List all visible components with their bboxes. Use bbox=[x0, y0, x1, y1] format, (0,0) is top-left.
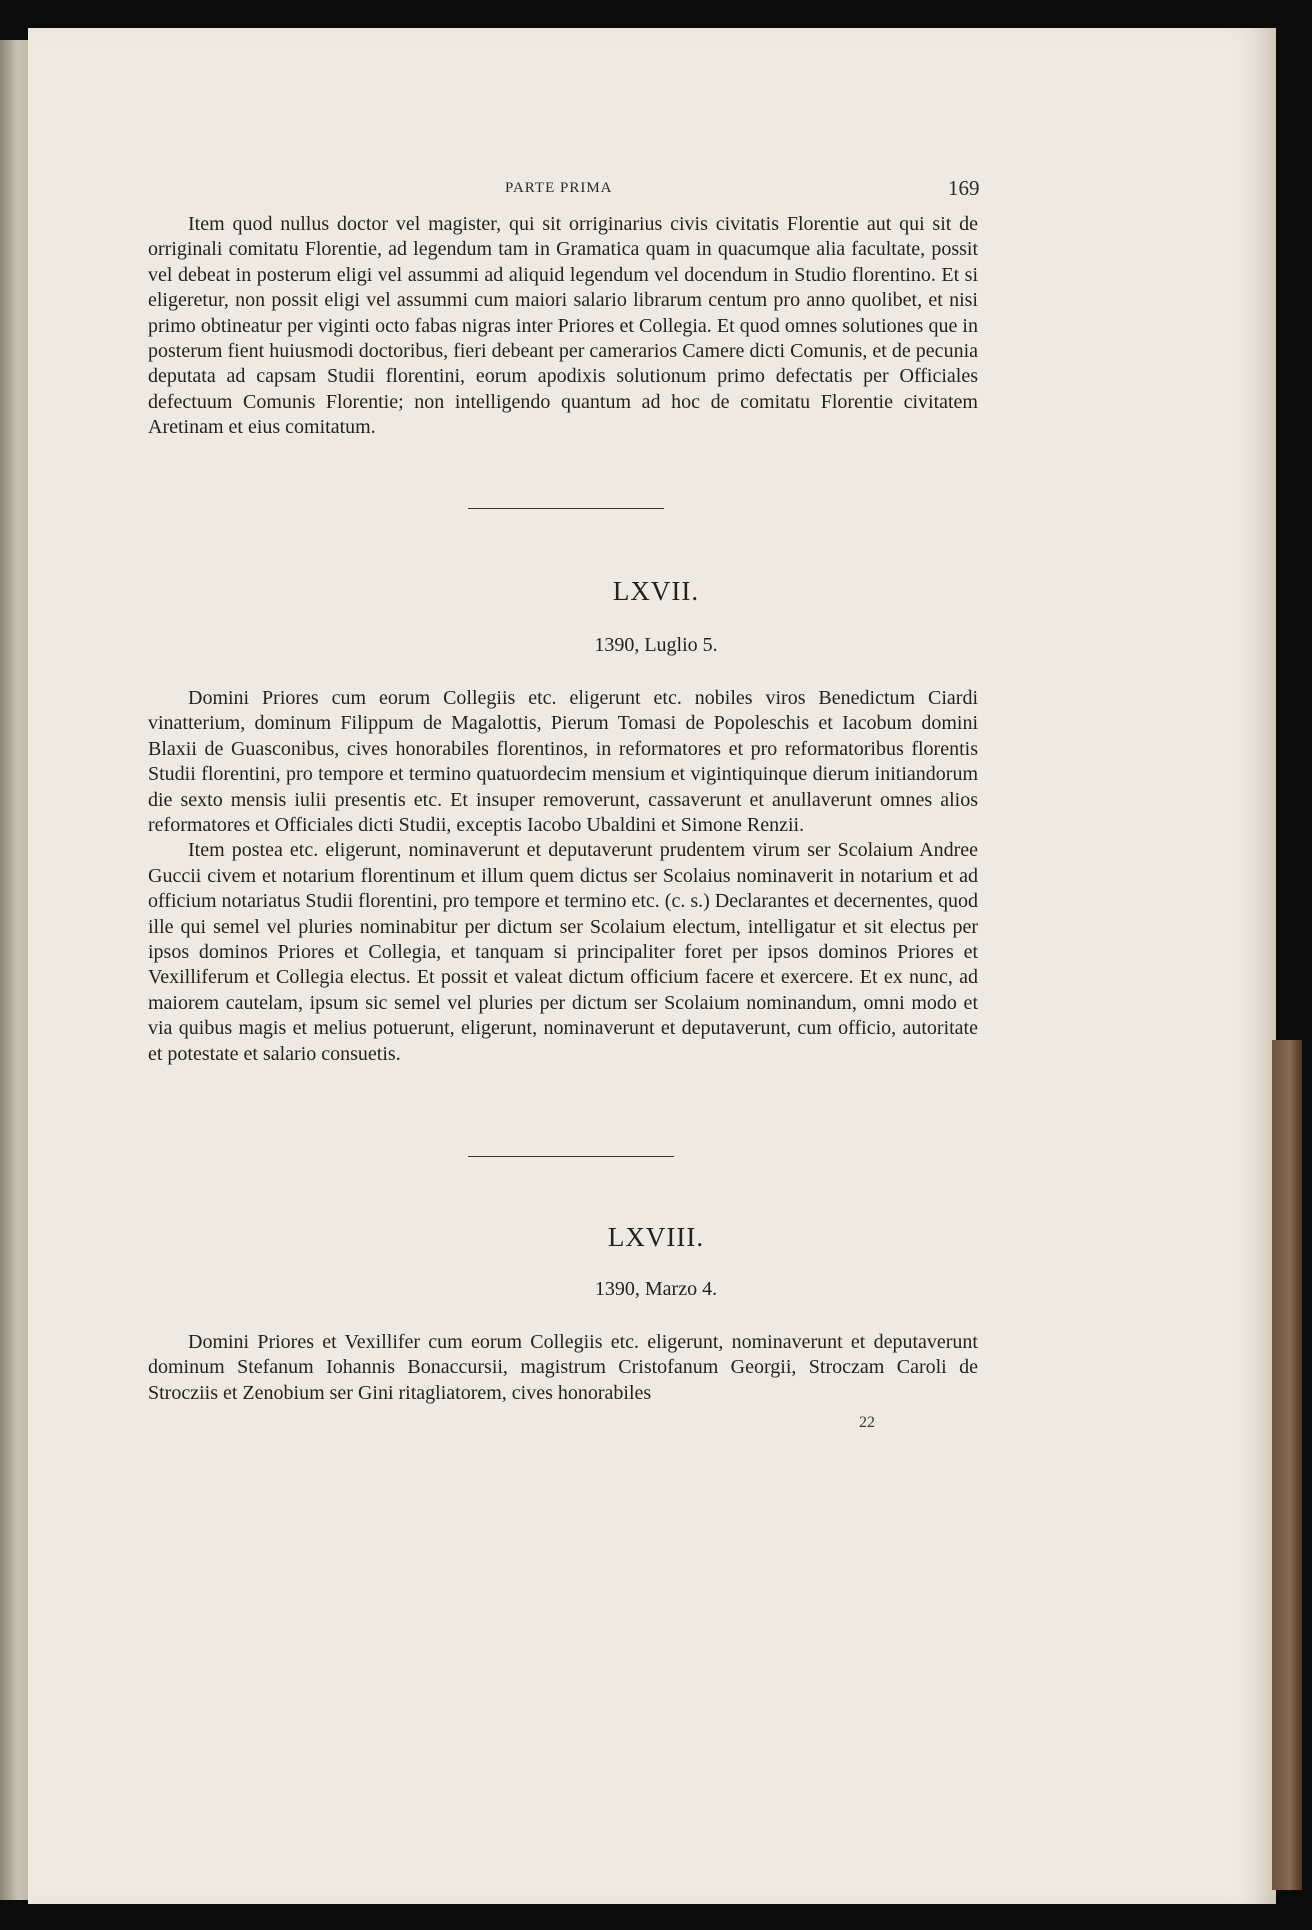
section-divider bbox=[468, 508, 664, 509]
paragraph: Domini Priores cum eorum Collegiis etc. eligerunt etc. nobiles viros Benedictum Ciardi vinatterium, dominum Filippum de Magalottis, Pierum Tomasi de Popoleschis et Iacobum domini Blaxii de Guasconibus, cives honorabiles florentinos, in reformatores et pro reformatoribus florentis Studii florentini, pro tempore et termino quatuordecim mensium et vigintiquinque dierum initiandorum die sexto mensis iulii presentis etc. Et insuper removerunt, cassaverunt et anullaverunt omnes alios reformatores et Officiales dicti Studii, exceptis Iacobo Ubaldini et Simone Renzii. bbox=[148, 687, 978, 837]
document-heading-lxviii: LXVIII. bbox=[607, 1222, 705, 1252]
document-body-lxvii bbox=[148, 686, 978, 1067]
binding-edge bbox=[1272, 1040, 1302, 1890]
page-number: 169 bbox=[948, 176, 980, 200]
signature-mark: 22 bbox=[859, 1414, 875, 1431]
section-divider bbox=[468, 1156, 674, 1157]
paragraph: Domini Priores et Vexillifer cum eorum Collegiis etc. eligerunt, nominaverunt et deputaverunt dominum Stefanum Iohannis Bonaccursii, magistrum Cristofanum Georgii, Stroczam Caroli de Strocziis et Zenobium ser Gini ritagliatorem, cives honorabiles bbox=[148, 1331, 978, 1404]
continuation-paragraph: Item quod nullus doctor vel magister, qui sit orriginarius civis civitatis Florentie aut qui sit de orriginali comitatu Florentie, ad legendum tam in Gramatica quam in quacumque alia facultate, possit vel debeat in posterum eligi vel assummi ad aliquid legendum vel docendum in Studio florentino. Et si eligeretur, non possit eligi vel assummi cum maiori salario librarum centum pro anno quolibet, et nisi primo obtineatur per viginti octo fabas nigras inter Priores et Collegia. Et quod omnes solutiones que in posterum fient huiusmodi doctoribus, fieri debeant per camerarios Camere dicti Comunis, et de pecunia deputata ad capsam Studii florentini, eorum apodixis solutionum primo defectatis per Officiales defectuum Comunis Florentie; non intelligendo quantum ad hoc de comitatu Florentie civitatem Aretinam et eius comitatum. bbox=[148, 213, 978, 439]
document-date-lxviii: 1390, Marzo 4. bbox=[594, 1278, 718, 1300]
document-body-lxviii bbox=[148, 1330, 978, 1406]
document-date-lxvii: 1390, Luglio 5. bbox=[594, 634, 718, 656]
page-header bbox=[0, 176, 1312, 204]
document-heading-lxvii: LXVII. bbox=[612, 576, 700, 606]
continuation-block bbox=[148, 212, 978, 441]
running-title: PARTE PRIMA bbox=[505, 180, 613, 196]
paragraph: Item postea etc. eligerunt, nominaverunt et deputaverunt prudentem virum ser Scolaium Andree Guccii civem et notarium florentinum et illum quem dictus ser Scolaius nominaverit in notarium et ad officium notariatus Studii florentini, pro tempore et termino etc. (c. s.) Declarantes et decernentes, quod ille qui semel vel pluries nominabitur per dictum ser Scolaium electum, intelligatur et sit electus per ipsos dominos Priores et Collegia, et tanquam si principaliter foret per ipsos dominos Priores et Vexilliferum et Collegia electus. Et possit et valeat dictum officium facere et exercere. Et ex nunc, ad maiorem cautelam, ipsum sic semel vel pluries per dictum ser Scolaium nominandum, omni modo et via quibus magis et melius potuerunt, eligerunt, nominaverunt et deputaverunt, cum officio, autoritate et potestate et salario consuetis. bbox=[148, 839, 978, 1065]
